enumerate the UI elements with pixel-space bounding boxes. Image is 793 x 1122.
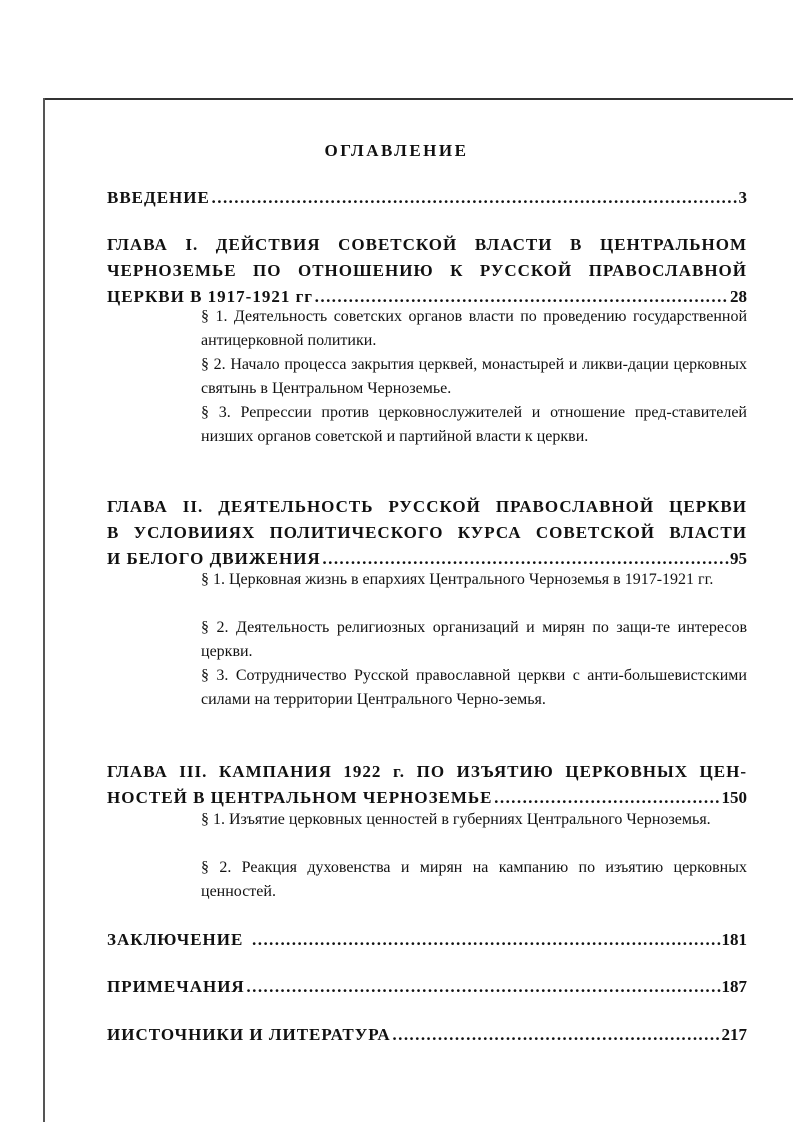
scan-edge-left xyxy=(43,98,45,1122)
chapter-heading-line: ГЛАВА II. ДЕЯТЕЛЬНОСТЬ РУССКОЙ ПРАВОСЛАВНОЙ ЦЕРКВИ xyxy=(107,497,747,516)
section-item: § 3. Сотрудничество Русской православной церкви с анти-большевистскими силами на территории Центрального Черно-земья. xyxy=(201,667,747,708)
scan-edge-top xyxy=(45,98,793,100)
toc-label: ПРИМЕЧАНИЯ xyxy=(107,977,245,996)
toc-page-number: 3 xyxy=(738,188,747,207)
toc-page-number: 95 xyxy=(730,549,747,568)
section-item: § 2. Деятельность религиозных организаций и мирян по защи-те интересов церкви. xyxy=(201,619,747,660)
section-item: § 2. Реакция духовенства и мирян на кампанию по изъятию церковных ценностей. xyxy=(201,859,747,900)
dot-leader xyxy=(246,974,721,1000)
chapter-heading-line: И БЕЛОГО ДВИЖЕНИЯ xyxy=(107,549,321,568)
toc-page-number: 150 xyxy=(721,788,747,807)
section-item: § 1. Изъятие церковных ценностей в губерниях Центрального Черноземья. xyxy=(201,811,711,828)
chapter-heading-line: ГЛАВА I. ДЕЙСТВИЯ СОВЕТСКОЙ ВЛАСТИ В ЦЕНТРАЛЬНОМ xyxy=(107,235,747,254)
toc-page-number: 181 xyxy=(721,930,747,949)
toc-entry-conclusion xyxy=(107,927,747,953)
toc-label: ИИСТОЧНИКИ И ЛИТЕРАТУРА xyxy=(107,1025,391,1044)
section-item: § 1. Деятельность советских органов власти по проведению государственной антицерковной политики. xyxy=(201,308,747,349)
chapter-heading-line: НОСТЕЙ В ЦЕНТРАЛЬНОМ ЧЕРНОЗЕМЬЕ xyxy=(107,788,493,807)
toc-entry-chapter-2 xyxy=(107,494,747,572)
dot-leader xyxy=(211,185,738,211)
dot-leader xyxy=(392,1022,721,1048)
section-item: § 1. Церковная жизнь в епархиях Центрального Черноземья в 1917-1921 гг. xyxy=(201,571,714,588)
section-item: § 3. Репрессии против церковнослужителей и отношение пред-ставителей низших органов советской и партийной власти к церкви. xyxy=(201,404,747,445)
toc-entry-chapter-1 xyxy=(107,232,747,310)
toc-entry-notes xyxy=(107,974,747,1000)
toc-entry-chapter-3 xyxy=(107,759,747,811)
toc-page-number: 28 xyxy=(730,287,747,306)
toc-entry-intro xyxy=(107,185,747,211)
page-title: ОГЛАВЛЕНИЕ xyxy=(324,141,469,160)
toc-label: ЗАКЛЮЧЕНИЕ xyxy=(107,930,244,949)
chapter-heading-line: В УСЛОВИИЯХ ПОЛИТИЧЕСКОГО КУРСА СОВЕТСКОЙ ВЛАСТИ xyxy=(107,523,747,542)
toc-label: ВВЕДЕНИЕ xyxy=(107,188,210,207)
dot-leader xyxy=(251,927,720,953)
chapter-heading-line: ЧЕРНОЗЕМЬЕ ПО ОТНОШЕНИЮ К РУССКОЙ ПРАВОСЛАВНОЙ xyxy=(107,261,747,280)
toc-page-number: 187 xyxy=(721,977,747,996)
chapter-heading-line: ГЛАВА III. КАМПАНИЯ 1922 г. ПО ИЗЪЯТИЮ ЦЕРКОВНЫХ ЦЕН- xyxy=(107,762,747,781)
section-item: § 2. Начало процесса закрытия церквей, монастырей и ликви-дации церковных святынь в Центральном Черноземье. xyxy=(201,356,747,397)
chapter-heading-line: ЦЕРКВИ В 1917-1921 гг xyxy=(107,287,314,306)
toc-entry-sources xyxy=(107,1022,747,1048)
toc-page-number: 217 xyxy=(721,1025,747,1044)
